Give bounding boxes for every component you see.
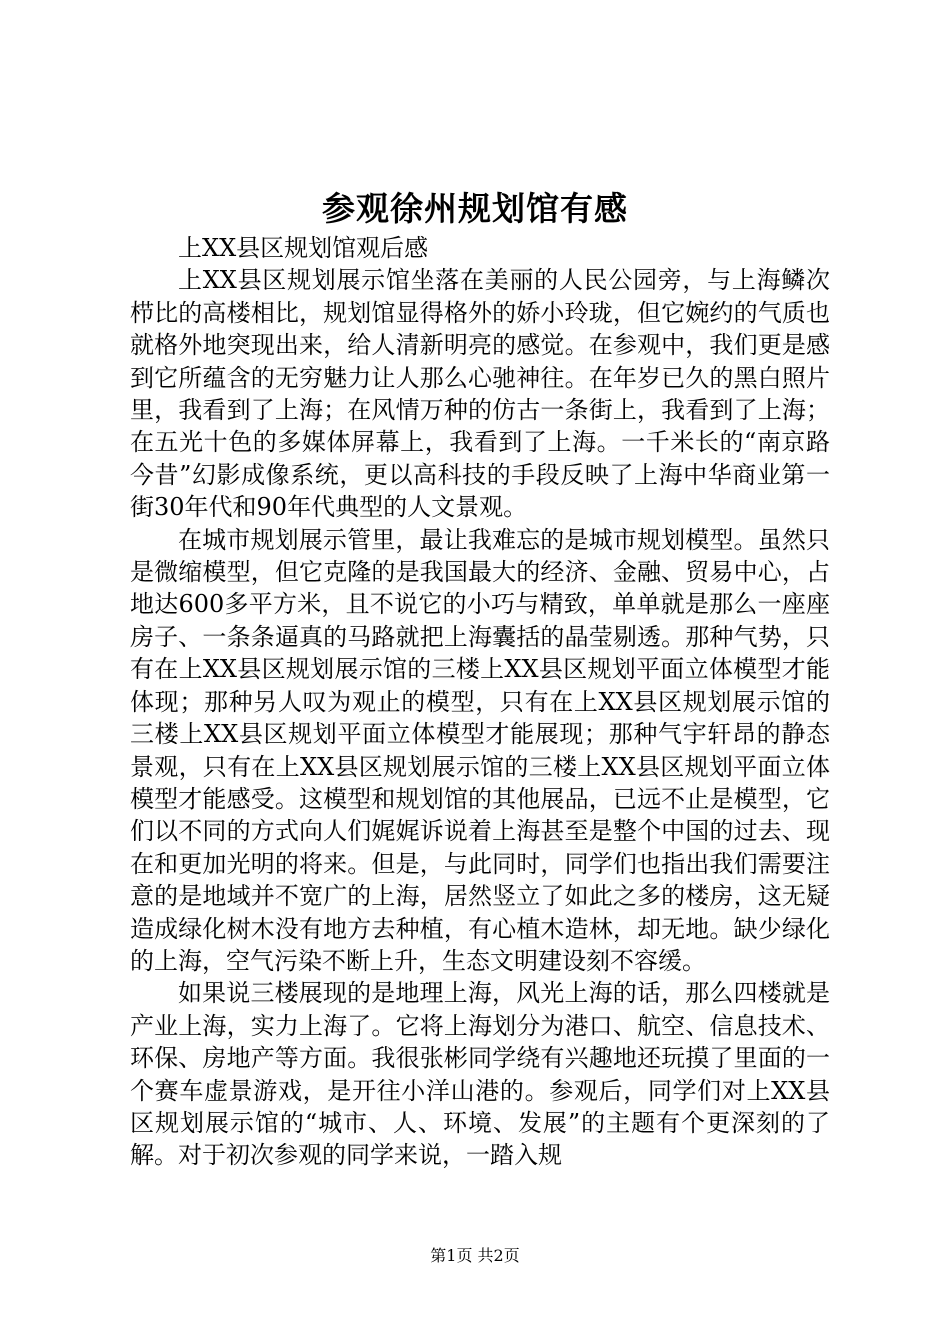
document-title: 参观徐州规划馆有感 — [322, 189, 628, 228]
body-paragraph-3: 如果说三楼展现的是地理上海，风光上海的话，那么四楼就是产业上海，实力上海了。它将上海划分为港口、航空、信息技术、环保、房地产等方面。我很张彬同学绕有兴趣地还玩摸了里面的一个赛车虚景游戏，是开往小洋山港的。参观后，同学们对上XX县区规划展示馆的“城市、人、环境、发展”的主题有个更深刻的了解。对于初次参观的同学来说，一踏入规 — [130, 979, 830, 1170]
document-body — [130, 232, 830, 1172]
subtitle-paragraph: 上XX县区规划馆观后感 — [178, 234, 429, 262]
page-footer: 第1页 共2页 — [430, 1246, 520, 1265]
body-paragraph-2: 在城市规划展示管里，最让我难忘的是城市规划模型。虽然只是微缩模型，但它克隆的是我国最大的经济、金融、贸易中心，占地达600多平方米，且不说它的小巧与精致，单单就是那么一座座房子、一条条逼真的马路就把上海囊括的晶莹剔透。那种气势，只有在上XX县区规划展示馆的三楼上XX县区规划平面立体模型才能体现；那种另人叹为观止的模型，只有在上XX县区规划展示馆的三楼上XX县区规划平面立体模型才能展现；那种气宇轩昂的静态景观，只有在上XX县区规划展示馆的三楼上XX县区规划平面立体模型才能感受。这模型和规划馆的其他展品，已远不止是模型，它们以不同的方式向人们娓娓诉说着上海甚至是整个中国的过去、现在和更加光明的将来。但是，与此同时，同学们也指出我们需要注意的是地域并不宽广的上海，居然竖立了如此之多的楼房，这无疑造成绿化树木没有地方去种植，有心植木造林，却无地。缺少绿化的上海，空气污染不断上升，生态文明建设刻不容缓。 — [130, 525, 830, 975]
body-paragraph-1: 上XX县区规划展示馆坐落在美丽的人民公园旁，与上海鳞次栉比的高楼相比，规划馆显得格外的娇小玲珑，但它婉约的气质也就格外地突现出来，给人清新明亮的感觉。在参观中，我们更是感到它所蕴含的无穷魅力让人那么心驰神往。在年岁已久的黑白照片里，我看到了上海；在风情万种的仿古一条街上，我看到了上海；在五光十色的多媒体屏幕上，我看到了上海。一千米长的“南京路今昔”幻影成像系统，更以高科技的手段反映了上海中华商业第一街30年代和90年代典型的人文景观。 — [130, 266, 830, 522]
